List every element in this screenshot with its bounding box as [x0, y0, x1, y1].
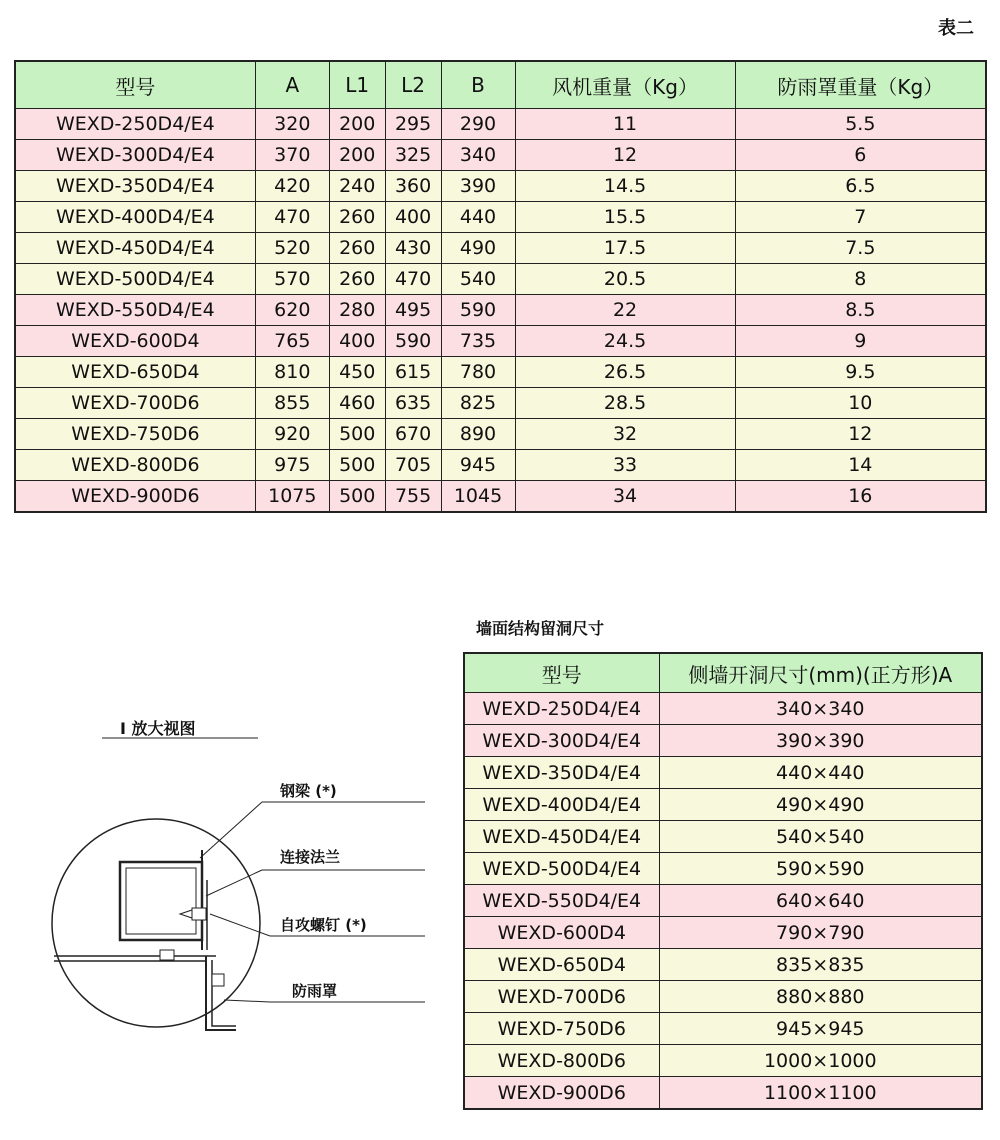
spec-header-0: 型号 — [15, 61, 255, 109]
spec-table — [14, 60, 987, 513]
spec-table-cell: 16 — [735, 481, 986, 513]
spec-table-cell: 34 — [515, 481, 735, 513]
spec-table-cell: 340 — [441, 140, 515, 171]
spec-table-cell: 620 — [255, 295, 329, 326]
opening-table-cell: 1100×1100 — [659, 1077, 982, 1110]
label-rain-cover: 防雨罩 — [292, 982, 338, 1000]
opening-table-row — [464, 757, 982, 789]
spec-table-cell: 470 — [255, 202, 329, 233]
opening-size-table — [463, 652, 983, 1110]
spec-table-cell: 500 — [329, 419, 385, 450]
spec-table-row — [15, 357, 986, 388]
spec-table-cell: WEXD-300D4/E4 — [15, 140, 255, 171]
spec-table-cell: 32 — [515, 419, 735, 450]
spec-header-4: B — [441, 61, 515, 109]
spec-table-cell: 6 — [735, 140, 986, 171]
opening-table-cell: 640×640 — [659, 885, 982, 917]
detail-title: I 放大视图 — [120, 719, 196, 738]
spec-table-row — [15, 326, 986, 357]
opening-table-cell: WEXD-750D6 — [464, 1013, 659, 1045]
spec-table-cell: 590 — [441, 295, 515, 326]
table-label: 表二 — [938, 18, 974, 39]
label-steel-beam: 钢梁 (*) — [280, 782, 337, 800]
spec-table-cell: 260 — [329, 233, 385, 264]
spec-table-cell: 15.5 — [515, 202, 735, 233]
opening-table-row — [464, 917, 982, 949]
spec-table-cell: 24.5 — [515, 326, 735, 357]
spec-table-cell: 705 — [385, 450, 441, 481]
spec-table-cell: WEXD-400D4/E4 — [15, 202, 255, 233]
spec-table-cell: 14.5 — [515, 171, 735, 202]
opening-table-cell: WEXD-650D4 — [464, 949, 659, 981]
opening-table-row — [464, 981, 982, 1013]
spec-table-row — [15, 171, 986, 202]
spec-table-cell: 7.5 — [735, 233, 986, 264]
opening-header-1: 侧墙开洞尺寸(mm)(正方形)A — [659, 653, 982, 693]
spec-table-cell: 295 — [385, 109, 441, 140]
spec-table-cell: 10 — [735, 388, 986, 419]
spec-table-cell: 540 — [441, 264, 515, 295]
spec-table-cell: 765 — [255, 326, 329, 357]
opening-table-cell: WEXD-450D4/E4 — [464, 821, 659, 853]
opening-table-cell: 880×880 — [659, 981, 982, 1013]
spec-table-cell: 855 — [255, 388, 329, 419]
opening-table-cell: 590×590 — [659, 853, 982, 885]
opening-table-cell: 790×790 — [659, 917, 982, 949]
spec-table-cell: 1045 — [441, 481, 515, 513]
spec-table-cell: 810 — [255, 357, 329, 388]
spec-table-cell: 500 — [329, 481, 385, 513]
spec-table-cell: 450 — [329, 357, 385, 388]
opening-table-row — [464, 885, 982, 917]
spec-table-cell: 420 — [255, 171, 329, 202]
spec-table-cell: WEXD-900D6 — [15, 481, 255, 513]
spec-table-cell: 12 — [515, 140, 735, 171]
spec-table-cell: 635 — [385, 388, 441, 419]
spec-table-cell: 14 — [735, 450, 986, 481]
spec-table-cell: 975 — [255, 450, 329, 481]
spec-table-cell: 260 — [329, 264, 385, 295]
spec-table-row — [15, 109, 986, 140]
opening-table-cell: WEXD-250D4/E4 — [464, 693, 659, 725]
spec-table-cell: 6.5 — [735, 171, 986, 202]
spec-table-cell: 400 — [329, 326, 385, 357]
spec-table-cell: 290 — [441, 109, 515, 140]
spec-table-cell: 520 — [255, 233, 329, 264]
spec-table-cell: 325 — [385, 140, 441, 171]
spec-table-cell: 460 — [329, 388, 385, 419]
spec-table-cell: 200 — [329, 140, 385, 171]
spec-table-cell: 7 — [735, 202, 986, 233]
spec-table-cell: 390 — [441, 171, 515, 202]
spec-table-cell: 590 — [385, 326, 441, 357]
spec-table-cell: WEXD-550D4/E4 — [15, 295, 255, 326]
opening-table-body — [464, 693, 982, 1110]
spec-table-cell: 780 — [441, 357, 515, 388]
spec-table-cell: 735 — [441, 326, 515, 357]
opening-table-cell: 945×945 — [659, 1013, 982, 1045]
spec-table-cell: WEXD-750D6 — [15, 419, 255, 450]
spec-table-cell: 28.5 — [515, 388, 735, 419]
opening-table-cell: WEXD-700D6 — [464, 981, 659, 1013]
spec-table-cell: WEXD-600D4 — [15, 326, 255, 357]
spec-table-cell: 490 — [441, 233, 515, 264]
detail-drawing — [40, 700, 460, 1080]
spec-table-cell: 17.5 — [515, 233, 735, 264]
spec-header-3: L2 — [385, 61, 441, 109]
spec-table-cell: 670 — [385, 419, 441, 450]
spec-table-row — [15, 481, 986, 513]
spec-table-body — [15, 109, 986, 513]
spec-table-cell: WEXD-450D4/E4 — [15, 233, 255, 264]
opening-table-cell: WEXD-900D6 — [464, 1077, 659, 1110]
spec-table-cell: WEXD-250D4/E4 — [15, 109, 255, 140]
spec-table-cell: 200 — [329, 109, 385, 140]
opening-table-row — [464, 1045, 982, 1077]
spec-table-cell: 8 — [735, 264, 986, 295]
opening-table-cell: 1000×1000 — [659, 1045, 982, 1077]
spec-header-2: L1 — [329, 61, 385, 109]
spec-table-cell: 5.5 — [735, 109, 986, 140]
spec-table-cell: 500 — [329, 450, 385, 481]
opening-table-cell: WEXD-350D4/E4 — [464, 757, 659, 789]
opening-table-row — [464, 821, 982, 853]
opening-table-row — [464, 1013, 982, 1045]
spec-table-cell: 280 — [329, 295, 385, 326]
spec-table-cell: 9 — [735, 326, 986, 357]
opening-table-row — [464, 725, 982, 757]
opening-table-cell: 340×340 — [659, 693, 982, 725]
spec-table-row — [15, 233, 986, 264]
spec-table-cell: 360 — [385, 171, 441, 202]
spec-header-5: 风机重量（Kg） — [515, 61, 735, 109]
opening-table-cell: WEXD-400D4/E4 — [464, 789, 659, 821]
spec-table-cell: 945 — [441, 450, 515, 481]
opening-table-cell: WEXD-500D4/E4 — [464, 853, 659, 885]
spec-table-cell: 825 — [441, 388, 515, 419]
opening-table-row — [464, 853, 982, 885]
opening-table-cell: 540×540 — [659, 821, 982, 853]
spec-table-cell: 920 — [255, 419, 329, 450]
opening-table-row — [464, 1077, 982, 1110]
label-self-tapping-screw: 自攻螺钉 (*) — [280, 916, 367, 934]
opening-table-cell: WEXD-300D4/E4 — [464, 725, 659, 757]
enlarged-detail-view — [40, 700, 460, 1080]
spec-table-row — [15, 295, 986, 326]
spec-table-cell: 20.5 — [515, 264, 735, 295]
spec-table-cell: WEXD-650D4 — [15, 357, 255, 388]
spec-table-cell: 9.5 — [735, 357, 986, 388]
spec-table-cell: 8.5 — [735, 295, 986, 326]
spec-table-cell: 240 — [329, 171, 385, 202]
spec-table-cell: 320 — [255, 109, 329, 140]
spec-table-cell: 615 — [385, 357, 441, 388]
spec-table-cell: WEXD-800D6 — [15, 450, 255, 481]
spec-table-cell: 12 — [735, 419, 986, 450]
spec-table-row — [15, 450, 986, 481]
spec-table-cell: 260 — [329, 202, 385, 233]
spec-table-row — [15, 140, 986, 171]
spec-table-cell: 1075 — [255, 481, 329, 513]
opening-table-row — [464, 789, 982, 821]
spec-table-row — [15, 388, 986, 419]
spec-table-cell: 440 — [441, 202, 515, 233]
spec-header-1: A — [255, 61, 329, 109]
spec-table-cell: WEXD-700D6 — [15, 388, 255, 419]
opening-table-cell: WEXD-800D6 — [464, 1045, 659, 1077]
opening-table-cell: 490×490 — [659, 789, 982, 821]
spec-table-cell: 570 — [255, 264, 329, 295]
spec-table-cell: 400 — [385, 202, 441, 233]
spec-table-cell: 33 — [515, 450, 735, 481]
spec-table-cell: 22 — [515, 295, 735, 326]
spec-header-row — [15, 61, 986, 109]
opening-table-row — [464, 693, 982, 725]
opening-table-title: 墙面结构留洞尺寸 — [476, 619, 605, 638]
spec-table-cell: 495 — [385, 295, 441, 326]
opening-table-row — [464, 949, 982, 981]
opening-table-cell: 835×835 — [659, 949, 982, 981]
opening-table-cell: WEXD-600D4 — [464, 917, 659, 949]
spec-table-row — [15, 202, 986, 233]
spec-table-row — [15, 419, 986, 450]
spec-table-row — [15, 264, 986, 295]
spec-table-cell: WEXD-350D4/E4 — [15, 171, 255, 202]
opening-table-cell: WEXD-550D4/E4 — [464, 885, 659, 917]
opening-table-cell: 440×440 — [659, 757, 982, 789]
spec-table-cell: 11 — [515, 109, 735, 140]
spec-table-cell: 430 — [385, 233, 441, 264]
spec-table-cell: 370 — [255, 140, 329, 171]
spec-table-cell: 470 — [385, 264, 441, 295]
spec-table-cell: 890 — [441, 419, 515, 450]
spec-header-6: 防雨罩重量（Kg） — [735, 61, 986, 109]
spec-table-cell: 26.5 — [515, 357, 735, 388]
opening-header-row — [464, 653, 982, 693]
opening-header-0: 型号 — [464, 653, 659, 693]
label-connection-flange: 连接法兰 — [280, 848, 341, 866]
opening-table-cell: 390×390 — [659, 725, 982, 757]
spec-table-cell: WEXD-500D4/E4 — [15, 264, 255, 295]
spec-table-cell: 755 — [385, 481, 441, 513]
